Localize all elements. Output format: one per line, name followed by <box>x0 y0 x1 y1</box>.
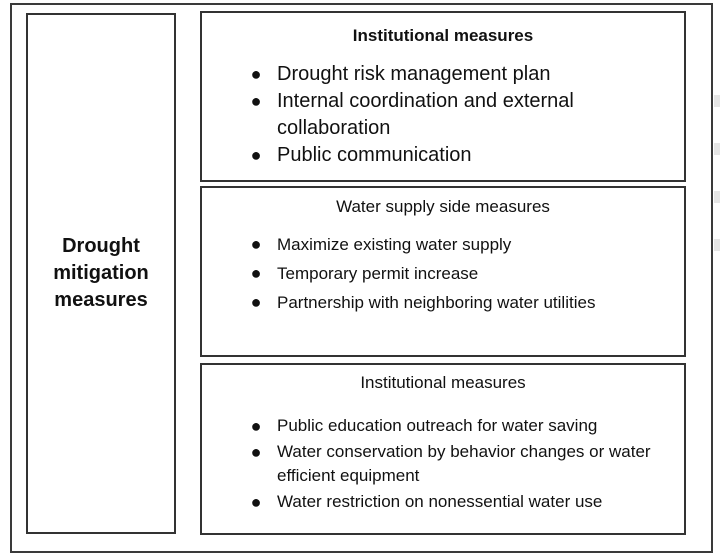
panel-title: Institutional measures <box>352 26 534 45</box>
bullet-icon: ● <box>250 64 262 84</box>
list-item <box>202 288 684 317</box>
scan-artifact-mark <box>714 143 720 155</box>
list-item-text: Public education outreach for water saving <box>277 416 598 435</box>
list-item <box>202 490 684 514</box>
list-item-text: Internal coordination and external collaboration <box>277 90 574 139</box>
bullet-icon: ● <box>250 234 262 254</box>
list-item-text: Maximize existing water supply <box>277 235 512 254</box>
institutional-measures-panel-bottom <box>200 363 686 535</box>
scan-artifact-mark <box>714 239 720 251</box>
list-item-text: Temporary permit increase <box>277 264 479 283</box>
bullet-icon: ● <box>250 292 262 312</box>
scan-artifact-mark <box>714 95 720 107</box>
list-item-text: Water conservation by behavior changes or water efficient equipment <box>277 442 651 485</box>
list-item-text: Drought risk management plan <box>277 63 551 85</box>
main-category-title-line: mitigation <box>53 262 149 284</box>
list-item <box>202 259 684 288</box>
list-item <box>202 230 684 259</box>
main-category-title <box>41 233 161 314</box>
scan-artifact <box>714 95 720 285</box>
panel-title: Institutional measures <box>360 373 526 392</box>
list-item <box>202 414 684 438</box>
bullet-icon: ● <box>250 91 262 111</box>
bullet-icon: ● <box>250 492 262 512</box>
main-category-box <box>26 13 176 534</box>
institutional-measures-panel-top <box>200 11 686 182</box>
bullet-icon: ● <box>250 442 262 462</box>
list-item <box>202 440 684 488</box>
list-item-text: Partnership with neighboring water utilities <box>277 293 596 312</box>
main-category-title-line: measures <box>54 289 148 311</box>
bullet-icon: ● <box>250 416 262 436</box>
water-supply-measures-panel <box>200 186 686 357</box>
list-item-text: Public communication <box>277 144 472 166</box>
measure-list <box>202 414 684 514</box>
list-item <box>202 61 684 88</box>
bullet-icon: ● <box>250 263 262 283</box>
panel-title: Water supply side measures <box>336 197 550 216</box>
bullet-icon: ● <box>250 145 262 165</box>
measure-list <box>202 230 684 317</box>
list-item <box>202 142 684 169</box>
main-category-title-line: Drought <box>62 235 140 257</box>
list-item-text: Water restriction on nonessential water use <box>277 492 603 511</box>
measure-list <box>202 61 684 169</box>
list-item <box>202 88 684 142</box>
scan-artifact-mark <box>714 191 720 203</box>
